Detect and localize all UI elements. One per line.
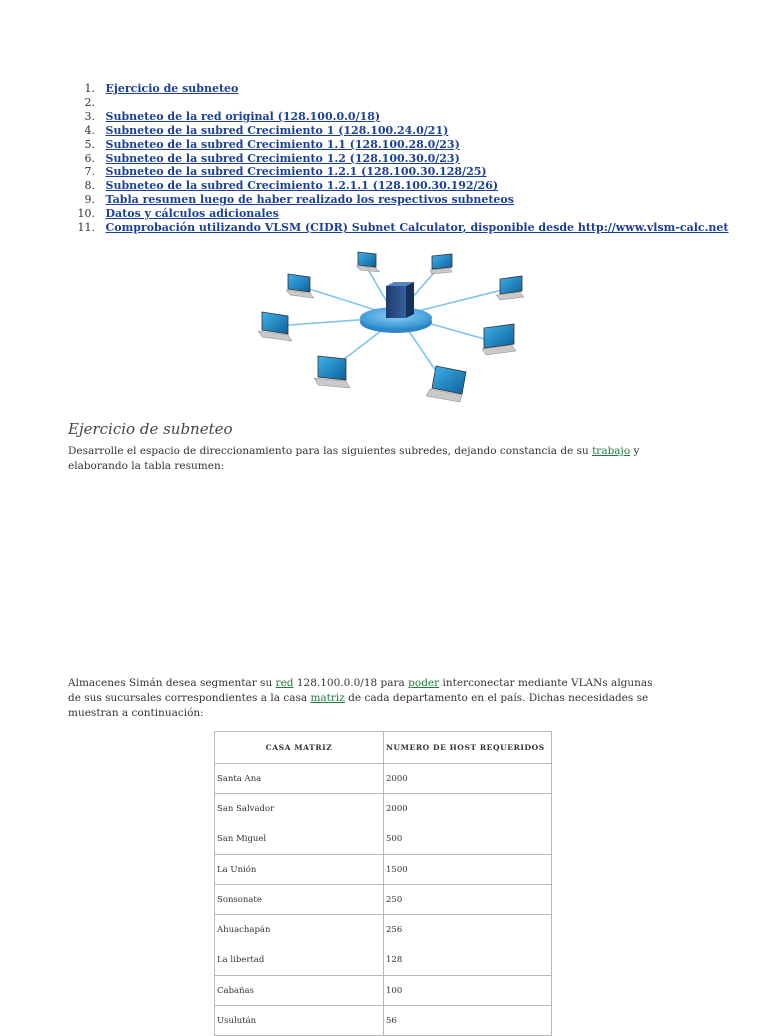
description-paragraph [68,676,668,721]
hosts-table [214,731,552,1036]
table-cell-hosts [384,915,552,976]
toc-link[interactable]: Comprobación utilizando VLSM (CIDR) Subnet Calculator, disponible desde http://www.vlsm-calc.net [105,221,729,235]
table-cell-name: Usulután [215,1006,384,1036]
table-cell-hosts [384,794,552,855]
laptop-icon [482,324,516,355]
column-header: NUMERO DE HOST REQUERIDOS [384,732,552,764]
toc-number: 4. [84,123,95,137]
table-row [215,1006,552,1036]
toc-number: 11. [77,221,95,235]
text: Desarrolle el espacio de direccionamiento para las siguientes subredes, dejando constancia de su [68,445,593,457]
table-cell-name: Sonsonate [215,885,384,915]
toc-link[interactable]: Subneteo de la subred Crecimiento 1.2.1 (128.100.30.128/25) [105,165,487,179]
text: y elaborando la tabla resumen: [68,445,640,472]
laptop-icon [314,356,350,388]
cell-text: 256 [386,925,403,935]
column-header: CASA MATRIZ [215,732,384,764]
section-title: Ejercicio de subneteo [68,420,233,438]
table-cell-hosts: 2000 [384,764,552,794]
keyword-link[interactable]: trabajo [592,445,631,457]
laptop-icon [286,274,314,298]
table-cell-hosts: 1500 [384,855,552,885]
cell-text: San Miguel [217,834,267,844]
toc-link[interactable]: Subneteo de la subred Crecimiento 1 (128.100.24.0/21) [105,123,449,137]
laptop-icon [426,366,466,402]
text: interconectar mediante VLANs algunas de sus sucursales correspondientes a la casa [68,677,653,704]
cell-text: La libertad [217,955,265,965]
toc-number: 10. [77,207,95,221]
laptop-icon [258,312,292,341]
cell-text: 128 [386,955,403,965]
toc-link[interactable]: Tabla resumen luego de haber realizado los respectivos subneteos [105,193,514,207]
table-cell-hosts: 250 [384,885,552,915]
toc-number: 3. [84,109,95,123]
table-cell-name [215,794,384,855]
toc-item [68,82,748,96]
table-cell-hosts: 56 [384,1006,552,1036]
table-row [215,794,552,855]
table-row [215,855,552,885]
table-of-contents [68,82,748,235]
toc-item [68,152,748,166]
table-cell-name: Cabañas [215,976,384,1006]
table-row [215,885,552,915]
laptop-icon [496,276,524,300]
laptop-icon [430,254,452,274]
toc-item [68,110,748,124]
table-cell-hosts: 100 [384,976,552,1006]
toc-item [68,193,748,207]
keyword-link[interactable]: poder [408,677,440,689]
table-cell-name [215,915,384,976]
table-cell-name: La Unión [215,855,384,885]
text: de cada departamento en el país. Dichas necesidades se muestran a continuación: [68,692,649,719]
toc-item [68,96,748,110]
toc-number: 7. [84,165,95,179]
table-row [215,915,552,976]
network-illustration [248,248,528,418]
toc-link[interactable]: Subneteo de la subred Crecimiento 1.1 (128.100.28.0/23) [105,137,460,151]
toc-item [68,207,748,221]
table-row [215,764,552,794]
network-hub [360,282,432,333]
toc-link[interactable]: Subneteo de la subred Crecimiento 1.2.1.1 (128.100.30.192/26) [105,179,499,193]
toc-item [68,179,748,193]
intro-paragraph [68,444,668,474]
cell-text: Ahuachapán [217,925,271,935]
table-row [215,976,552,1006]
toc-item [68,138,748,152]
text: 128.100.0.0/18 para [293,677,409,689]
cell-text: 2000 [386,804,408,814]
table-cell-name: Santa Ana [215,764,384,794]
toc-number: 5. [84,137,95,151]
table-header-row [215,732,552,764]
toc-number: 2. [84,95,95,109]
cell-text: 500 [386,834,403,844]
keyword-link[interactable]: red [275,677,294,689]
toc-number: 8. [84,179,95,193]
laptop-icon [356,252,380,272]
keyword-link[interactable]: matriz [310,692,345,704]
toc-number: 6. [84,151,95,165]
cell-text: San Salvador [217,804,275,814]
toc-link[interactable]: Subneteo de la red original (128.100.0.0/18) [105,109,381,123]
toc-link[interactable]: Ejercicio de subneteo [105,82,239,95]
toc-number: 9. [84,193,95,207]
toc-item [68,221,748,235]
toc-item [68,165,748,179]
toc-link[interactable]: Subneteo de la subred Crecimiento 1.2 (128.100.30.0/23) [105,151,460,165]
toc-number: 1. [84,82,95,95]
toc-link[interactable]: Datos y cálculos adicionales [105,207,279,221]
text: Almacenes Simán desea segmentar su [68,677,276,689]
toc-item [68,124,748,138]
